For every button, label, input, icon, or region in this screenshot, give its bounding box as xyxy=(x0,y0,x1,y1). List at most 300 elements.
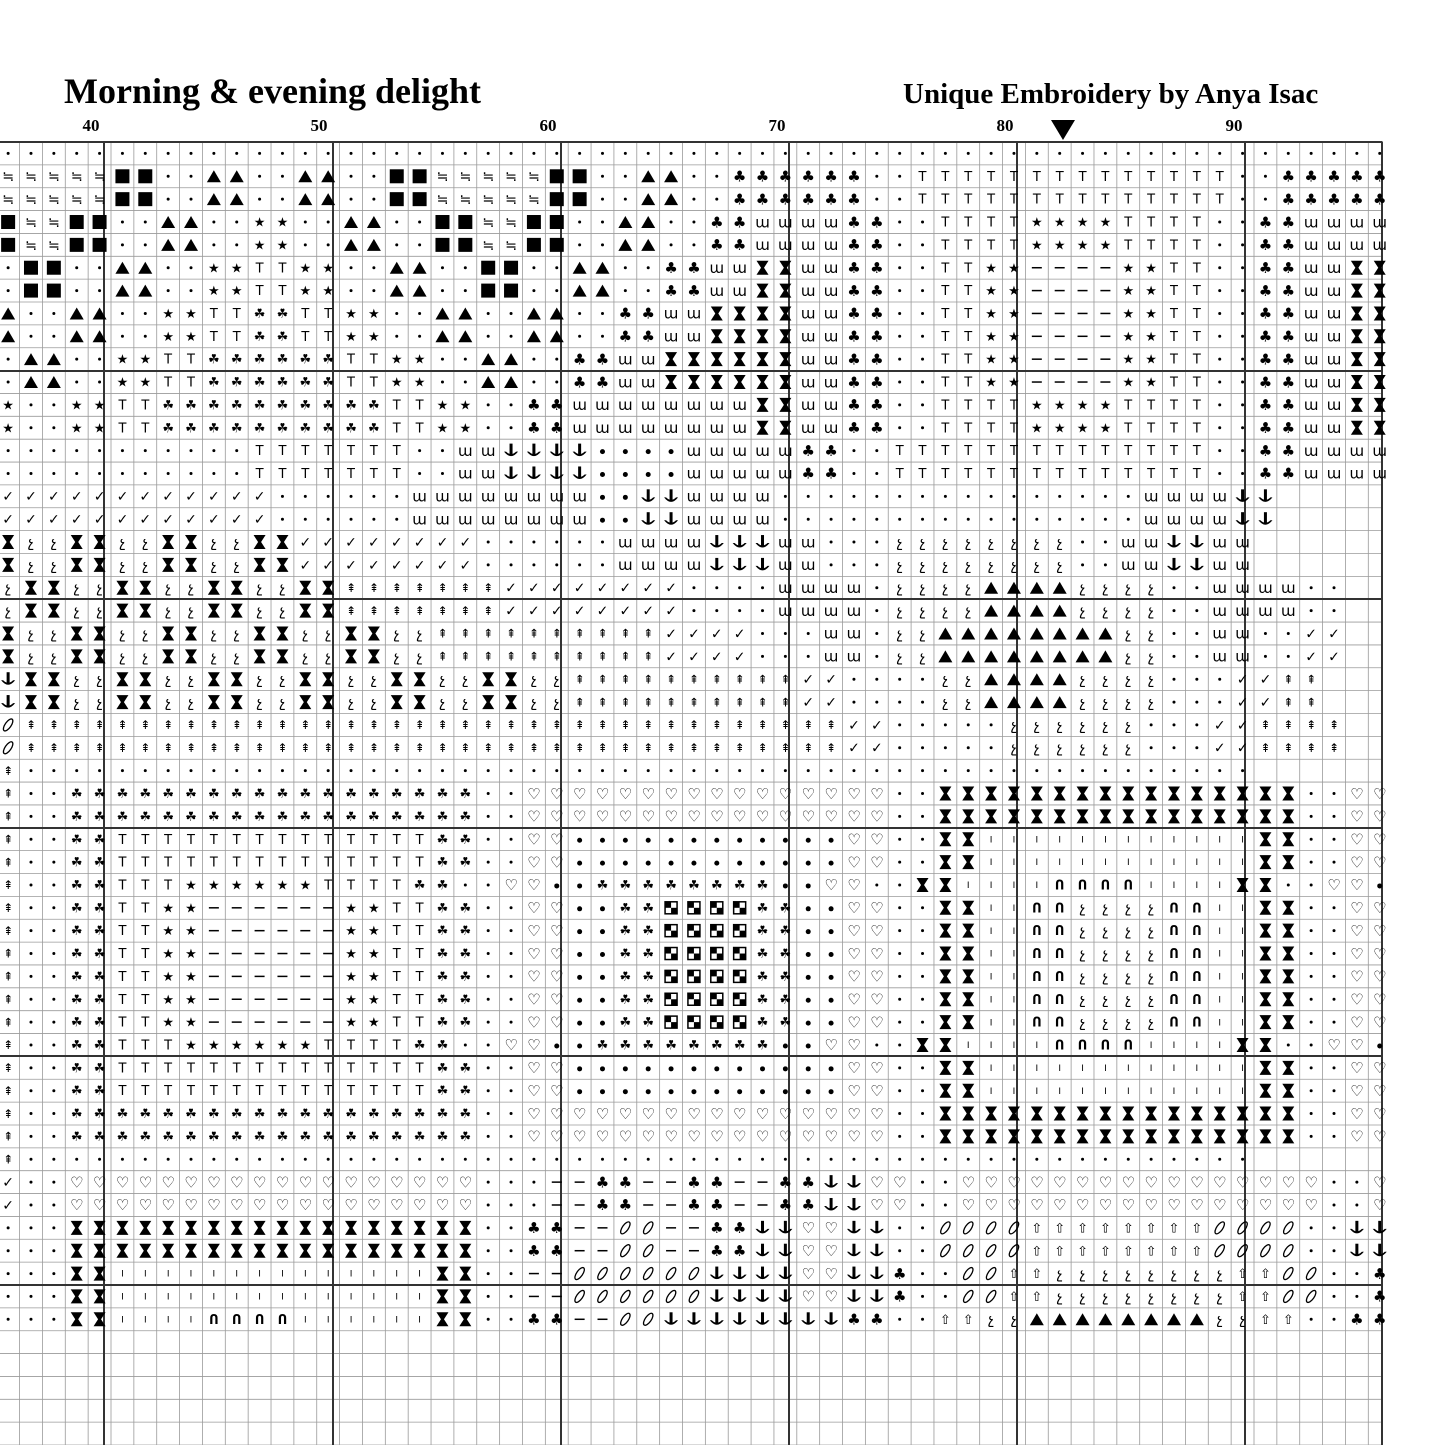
stitch-arrows: ⇞ xyxy=(620,740,631,755)
stitch-oval xyxy=(1305,1289,1318,1304)
stitch-dot xyxy=(1127,152,1130,155)
stitch-dot xyxy=(212,769,215,772)
stitch-dot xyxy=(921,243,924,246)
stitch-check: ✓ xyxy=(459,534,472,551)
stitch-snail: չ xyxy=(942,694,949,711)
stitch-trefoil: ☘ xyxy=(459,1084,472,1100)
stitch-tee: T xyxy=(964,215,973,231)
stitch-trefoil: ☘ xyxy=(322,1129,334,1145)
stitch-hourglass xyxy=(1099,1129,1111,1143)
stitch-n-shape: Ո xyxy=(1169,924,1179,940)
stitch-dot xyxy=(487,815,490,818)
stitch-spiral: ա xyxy=(778,213,793,232)
stitch-trefoil: ☘ xyxy=(93,1129,106,1145)
stitch-anchor xyxy=(756,535,770,548)
stitch-dot xyxy=(395,335,398,338)
stitch-snail: չ xyxy=(1148,946,1154,963)
stitch-club: ♣ xyxy=(847,236,861,255)
stitch-heart: ♡ xyxy=(778,784,793,803)
stitch-spiral: ա xyxy=(618,533,633,552)
stitch-n-shape: Ո xyxy=(1054,878,1065,894)
stitch-dot xyxy=(1310,1021,1313,1024)
stitch-check: ✓ xyxy=(528,603,540,620)
stitch-square xyxy=(138,192,152,206)
stitch-dot xyxy=(1310,152,1313,155)
stitch-tiny-i: I xyxy=(1058,858,1062,869)
stitch-hourglass xyxy=(962,924,974,938)
stitch-tee: T xyxy=(164,832,173,848)
stitch-oval xyxy=(642,1220,655,1235)
stitch-dot xyxy=(784,1158,787,1161)
stitch-star: ★ xyxy=(436,398,449,414)
stitch-dot xyxy=(510,1272,513,1275)
stitch-dot xyxy=(1218,449,1221,452)
stitch-star: ★ xyxy=(345,947,357,963)
stitch-triangle xyxy=(527,330,541,342)
stitch-triangle xyxy=(1007,627,1021,639)
stitch-dot xyxy=(692,769,695,772)
stitch-hourglass xyxy=(299,672,311,686)
stitch-heart: ♡ xyxy=(710,1127,724,1146)
stitch-heart: ♡ xyxy=(1373,944,1387,963)
stitch-dot xyxy=(52,929,55,932)
stitch-heart: ♡ xyxy=(1007,1196,1021,1215)
stitch-hourglass xyxy=(1077,1107,1089,1121)
stitch-club: ♣ xyxy=(870,304,884,323)
stitch-dot-curl xyxy=(669,861,674,866)
stitch-arrows: ⇞ xyxy=(551,718,562,733)
stitch-heart: ♡ xyxy=(298,1173,313,1192)
stitch-tiny-i: I xyxy=(1012,949,1016,960)
stitch-dot xyxy=(1035,1158,1038,1161)
stitch-trefoil: ☘ xyxy=(368,421,380,437)
stitch-tiny-i: I xyxy=(1012,926,1016,937)
stitch-anchor xyxy=(1167,535,1181,548)
stitch-star: ★ xyxy=(2,421,14,437)
stitch-star: ★ xyxy=(208,284,220,300)
stitch-snail: չ xyxy=(965,580,972,597)
stitch-arrows: ⇞ xyxy=(1260,740,1271,755)
stitch-heart: ♡ xyxy=(435,1173,450,1192)
stitch-hourglass xyxy=(962,832,974,846)
stitch-dot xyxy=(510,1021,513,1024)
stitch-dot xyxy=(1333,1249,1336,1252)
stitch-check: ✓ xyxy=(413,534,426,551)
stitch-tiny-i: I xyxy=(966,881,970,892)
stitch-spiral: ա xyxy=(823,601,839,620)
stitch-hourglass xyxy=(1237,809,1249,823)
stitch-tiny-i: I xyxy=(418,1269,421,1280)
stitch-arrows: ⇞ xyxy=(757,740,768,755)
stitch-tiny-i: I xyxy=(395,1269,399,1280)
stitch-anchor xyxy=(801,1312,815,1325)
stitch-club: ♣ xyxy=(527,1241,541,1260)
stitch-snail: չ xyxy=(1079,969,1086,986)
stitch-spiral: ա xyxy=(435,510,450,529)
stitch-tee: T xyxy=(941,215,950,231)
stitch-tee: T xyxy=(1170,329,1178,345)
stitch-trefoil: ☘ xyxy=(642,1015,655,1031)
stitch-dot-curl xyxy=(577,1089,582,1094)
stitch-dot xyxy=(921,266,924,269)
stitch-dot xyxy=(578,1158,581,1161)
stitch-spiral: ա xyxy=(1326,373,1342,392)
stitch-dot xyxy=(875,1043,878,1046)
stitch-star: ★ xyxy=(253,238,266,254)
stitch-heart: ♡ xyxy=(1350,899,1364,918)
stitch-dot xyxy=(875,609,878,612)
stitch-dot-curl xyxy=(806,998,811,1003)
stitch-hourglass xyxy=(459,1267,471,1281)
stitch-dot xyxy=(670,221,673,224)
stitch-dot xyxy=(898,381,901,384)
stitch-dot xyxy=(1218,358,1221,361)
chart-author: Unique Embroidery by Anya Isac xyxy=(903,78,1319,110)
stitch-dot xyxy=(7,1226,10,1229)
stitch-triangle xyxy=(1007,650,1021,662)
stitch-dot-curl xyxy=(691,861,696,866)
stitch-hourglass xyxy=(414,1221,426,1235)
stitch-dot xyxy=(372,289,375,292)
stitch-heart: ♡ xyxy=(1350,921,1364,940)
stitch-club: ♣ xyxy=(801,1196,815,1215)
stitch-up-arrow: ⇧ xyxy=(1031,1244,1043,1260)
stitch-heart: ♡ xyxy=(390,1196,404,1215)
stitch-star: ★ xyxy=(2,398,14,414)
stitch-dot xyxy=(1104,563,1107,566)
stitch-hourglass xyxy=(1237,878,1249,892)
stitch-triangle xyxy=(344,216,358,228)
stitch-hourglass xyxy=(939,992,951,1006)
stitch-trefoil: ☘ xyxy=(70,1084,83,1100)
stitch-spiral: ա xyxy=(1326,327,1342,346)
stitch-arrows: ⇞ xyxy=(734,718,745,733)
stitch-star: ★ xyxy=(185,878,197,894)
stitch-tee: T xyxy=(141,1061,150,1077)
stitch-dot xyxy=(944,1181,947,1184)
stitch-dot xyxy=(898,975,901,978)
stitch-heart: ♡ xyxy=(870,1059,884,1078)
stitch-hourglass xyxy=(1259,992,1271,1006)
stitch-trefoil: ☘ xyxy=(756,947,769,963)
stitch-tee: T xyxy=(964,261,973,277)
stitch-dot-curl xyxy=(600,518,605,523)
stitch-trefoil: ☘ xyxy=(459,1129,472,1145)
stitch-arrows: ⇞ xyxy=(826,740,837,755)
stitch-star: ★ xyxy=(459,421,472,437)
stitch-check: ✓ xyxy=(139,489,152,506)
stitch-heart: ♡ xyxy=(847,1013,861,1032)
stitch-snail: չ xyxy=(896,649,903,666)
stitch-anchor xyxy=(664,512,678,525)
stitch-tiny-i: I xyxy=(989,1086,993,1097)
stitch-spiral: ա xyxy=(1303,304,1319,323)
stitch-heart: ♡ xyxy=(984,1196,998,1215)
stitch-spiral: ա xyxy=(755,236,770,255)
stitch-dot xyxy=(258,769,261,772)
stitch-arrows: ⇞ xyxy=(574,626,585,641)
stitch-dot xyxy=(1241,175,1244,178)
stitch-tee: T xyxy=(941,238,950,254)
stitch-hourglass xyxy=(1122,1107,1134,1121)
stitch-dot xyxy=(990,518,993,521)
stitch-n-shape: Ո xyxy=(1192,969,1202,985)
stitch-tiny-i: I xyxy=(1195,1063,1199,1074)
stitch-spiral: ա xyxy=(480,441,496,460)
stitch-dot xyxy=(510,952,513,955)
stitch-heart: ♡ xyxy=(618,1104,633,1123)
stitch-snail: չ xyxy=(416,649,423,666)
stitch-snail: չ xyxy=(1102,1015,1109,1032)
stitch-hourglass xyxy=(1282,809,1294,823)
stitch-tee: T xyxy=(964,467,973,483)
stitch-club: ♣ xyxy=(801,167,815,186)
stitch-dot xyxy=(555,152,558,155)
stitch-hourglass xyxy=(1008,809,1020,823)
stitch-checker xyxy=(688,993,700,1005)
stitch-hourglass xyxy=(345,649,357,663)
stitch-dot xyxy=(167,472,170,475)
stitch-star: ★ xyxy=(1076,238,1089,254)
stitch-hourglass xyxy=(254,1221,266,1235)
stitch-tee: T xyxy=(209,1061,218,1077)
stitch-dot xyxy=(990,152,993,155)
stitch-star: ★ xyxy=(185,329,197,345)
stitch-club: ♣ xyxy=(1281,258,1296,277)
stitch-check: ✓ xyxy=(665,626,677,643)
stitch-anchor xyxy=(870,1221,884,1234)
stitch-oval xyxy=(1259,1243,1272,1258)
stitch-hourglass xyxy=(139,695,151,709)
stitch-star: ★ xyxy=(1122,307,1135,322)
stitch-heart: ♡ xyxy=(1304,1173,1318,1192)
stitch-triangle xyxy=(184,216,198,228)
stitch-up-arrow: ⇧ xyxy=(1031,1221,1043,1237)
stitch-wave: ≒ xyxy=(70,169,83,186)
stitch-hourglass xyxy=(1054,1107,1066,1121)
stitch-tee: T xyxy=(187,352,195,368)
stitch-check: ✓ xyxy=(322,534,335,551)
stitch-hourglass xyxy=(162,535,174,549)
stitch-trefoil: ☘ xyxy=(208,787,220,803)
stitch-dot xyxy=(784,495,787,498)
stitch-trefoil: ☘ xyxy=(93,809,106,825)
stitch-dot-curl xyxy=(783,1089,788,1094)
stitch-hourglass xyxy=(185,535,197,549)
stitch-star: ★ xyxy=(230,878,243,894)
stitch-star: ★ xyxy=(1053,421,1066,437)
stitch-triangle xyxy=(1190,1313,1204,1325)
stitch-check: ✓ xyxy=(2,489,14,506)
stitch-hourglass xyxy=(116,672,128,686)
stitch-tee: T xyxy=(1192,307,1201,322)
stitch-dot xyxy=(510,1181,513,1184)
stitch-arrows: ⇞ xyxy=(551,740,562,755)
stitch-anchor xyxy=(1,672,15,685)
stitch-up-arrow: ⇧ xyxy=(1168,1221,1180,1237)
stitch-dot xyxy=(898,1226,901,1229)
stitch-tee: T xyxy=(347,467,356,483)
stitch-dot xyxy=(875,883,878,886)
stitch-trefoil: ☘ xyxy=(436,787,449,803)
stitch-tee: T xyxy=(1147,192,1156,208)
stitch-hourglass xyxy=(139,581,151,595)
stitch-dot xyxy=(75,472,78,475)
stitch-snail: չ xyxy=(1102,923,1109,940)
stitch-tee: T xyxy=(278,1084,287,1100)
stitch-dot xyxy=(670,243,673,246)
stitch-tiny-i: I xyxy=(418,1315,421,1326)
stitch-club: ♣ xyxy=(870,258,884,277)
stitch-arrows: ⇞ xyxy=(323,740,334,755)
stitch-dot xyxy=(510,1089,513,1092)
stitch-checker xyxy=(688,925,700,937)
stitch-heart: ♡ xyxy=(870,853,884,872)
stitch-heart: ♡ xyxy=(618,1127,633,1146)
stitch-club: ♣ xyxy=(710,1173,724,1192)
stitch-snail: չ xyxy=(531,672,537,689)
stitch-dot xyxy=(1104,518,1107,521)
stitch-tiny-i: I xyxy=(1218,926,1222,937)
stitch-up-arrow: ⇧ xyxy=(1259,1289,1271,1305)
stitch-trefoil: ☘ xyxy=(436,924,449,940)
stitch-square xyxy=(573,169,587,183)
stitch-hourglass xyxy=(208,695,220,709)
stitch-spiral: ա xyxy=(800,213,816,232)
stitch-trefoil: ☘ xyxy=(368,1129,380,1145)
stitch-spiral: ա xyxy=(480,487,496,506)
stitch-tee: T xyxy=(324,1038,333,1054)
stitch-dot xyxy=(1218,243,1221,246)
stitch-dot xyxy=(98,289,101,292)
stitch-dot xyxy=(578,152,581,155)
stitch-snail: չ xyxy=(1125,1015,1132,1032)
stitch-club: ♣ xyxy=(687,1196,701,1215)
stitch-star: ★ xyxy=(368,329,380,345)
stitch-star: ★ xyxy=(368,901,380,917)
stitch-club: ♣ xyxy=(1373,167,1387,186)
stitch-dot xyxy=(692,198,695,201)
stitch-dot xyxy=(921,1181,924,1184)
stitch-check: ✓ xyxy=(665,580,677,597)
stitch-snail: չ xyxy=(988,1312,994,1329)
stitch-snail: չ xyxy=(256,672,263,689)
stitch-tiny-i: I xyxy=(1172,835,1176,846)
stitch-hourglass xyxy=(1282,901,1294,915)
stitch-trefoil: ☘ xyxy=(345,787,357,803)
stitch-hourglass xyxy=(1259,1038,1271,1052)
stitch-oval xyxy=(962,1243,975,1258)
stitch-dot xyxy=(852,678,855,681)
stitch-dot xyxy=(464,883,467,886)
stitch-snail: չ xyxy=(348,672,354,689)
stitch-heart: ♡ xyxy=(892,1173,907,1192)
stitch-dot xyxy=(190,289,193,292)
stitch-tee: T xyxy=(964,375,973,391)
stitch-check: ✓ xyxy=(413,557,426,574)
stitch-dot xyxy=(487,541,490,544)
stitch-hourglass xyxy=(459,1221,471,1235)
stitch-dot xyxy=(487,1089,490,1092)
stitch-dot-curl xyxy=(600,1021,605,1026)
stitch-dot xyxy=(487,1066,490,1069)
stitch-check: ✓ xyxy=(25,512,37,529)
stitch-club: ♣ xyxy=(1373,1287,1387,1306)
stitch-star: ★ xyxy=(1145,307,1157,322)
stitch-tiny-i: I xyxy=(1012,835,1016,846)
stitch-trefoil: ☘ xyxy=(230,352,243,368)
stitch-trefoil: ☘ xyxy=(779,924,792,940)
stitch-spiral: ա xyxy=(823,396,839,415)
stitch-arrows: ⇞ xyxy=(1328,740,1340,755)
stitch-snail: չ xyxy=(1079,992,1086,1009)
stitch-arrows: ⇞ xyxy=(688,695,699,710)
stitch-square xyxy=(550,215,564,229)
stitch-spiral: ա xyxy=(846,624,862,643)
stitch-dot xyxy=(1218,403,1221,406)
stitch-dot xyxy=(532,1203,535,1206)
stitch-hourglass xyxy=(459,1289,471,1303)
stitch-dot xyxy=(875,541,878,544)
stitch-dot xyxy=(7,381,10,384)
stitch-tee: T xyxy=(118,1015,127,1031)
stitch-check: ✓ xyxy=(345,534,357,551)
stitch-spiral: ա xyxy=(846,579,862,598)
stitch-dot xyxy=(1218,769,1221,772)
stitch-anchor xyxy=(778,1312,792,1325)
stitch-dot xyxy=(532,289,535,292)
stitch-snail: չ xyxy=(1056,1289,1063,1306)
stitch-hourglass xyxy=(71,1312,83,1326)
stitch-arrows: ⇞ xyxy=(140,718,151,733)
stitch-tee: T xyxy=(1101,467,1110,483)
stitch-trefoil: ☘ xyxy=(390,809,403,825)
stitch-club: ♣ xyxy=(870,419,884,437)
stitch-star: ★ xyxy=(368,947,380,963)
stitch-snail: չ xyxy=(279,603,286,620)
stitch-trefoil: ☘ xyxy=(253,421,266,437)
stitch-trefoil: ☘ xyxy=(436,1038,449,1054)
stitch-dot xyxy=(1218,678,1221,681)
stitch-tee: T xyxy=(369,1084,378,1100)
stitch-dot xyxy=(29,998,32,1001)
stitch-triangle xyxy=(230,193,244,205)
stitch-dot xyxy=(1241,1158,1244,1161)
stitch-dot xyxy=(1333,609,1336,612)
stitch-tiny-i: I xyxy=(372,1292,376,1303)
stitch-heart: ♡ xyxy=(527,1013,541,1032)
stitch-trefoil: ☘ xyxy=(70,947,83,963)
stitch-trefoil: ☘ xyxy=(70,1061,83,1077)
stitch-hourglass xyxy=(1237,787,1249,801)
stitch-triangle xyxy=(641,239,655,251)
stitch-dot xyxy=(898,815,901,818)
stitch-club: ♣ xyxy=(847,350,861,369)
stitch-tee: T xyxy=(1124,169,1133,185)
stitch-club: ♣ xyxy=(550,1241,564,1260)
stitch-hourglass xyxy=(1099,787,1111,801)
stitch-spiral: ա xyxy=(1303,258,1319,277)
stitch-dot xyxy=(235,152,238,155)
stitch-dot xyxy=(1172,586,1175,589)
stitch-tee: T xyxy=(118,924,127,940)
stitch-spiral: ա xyxy=(1120,556,1136,575)
stitch-dot xyxy=(29,1089,32,1092)
stitch-hourglass xyxy=(185,1244,197,1258)
stitch-square xyxy=(527,238,541,252)
stitch-dot xyxy=(464,381,467,384)
stitch-hourglass xyxy=(1145,787,1157,801)
